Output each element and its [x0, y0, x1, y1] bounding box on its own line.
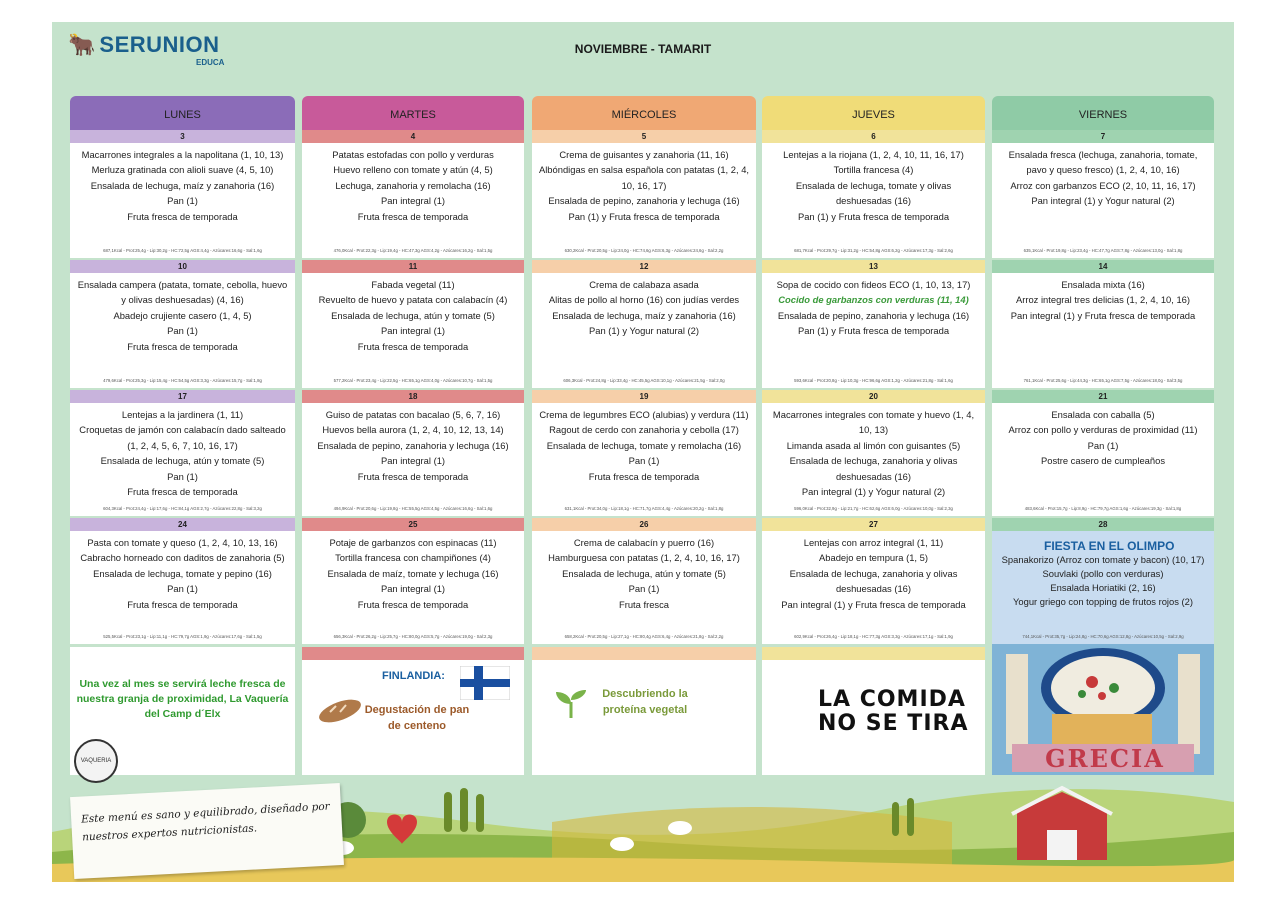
menu-items: [70, 273, 295, 354]
menu-items: [762, 403, 985, 499]
menu-item: Pan integral (1) y Fruta fresca de temporada: [1010, 309, 1196, 321]
menu-item: Pan (1) y Fruta fresca de temporada: [568, 210, 720, 222]
nutrition-info: 631,1Kcal - Prot:34,0g - Lip:18,1g - HC:71,7g AGS:4,4g - Azúcares:20,2g - Sal:1,8g: [564, 506, 724, 511]
menu-items: [762, 143, 985, 224]
menu-items: [70, 531, 295, 612]
menu-item: Fruta fresca de temporada: [127, 210, 238, 222]
day-cell-lunes: [70, 130, 295, 258]
menu-item: Patatas estofadas con pollo y verduras: [332, 149, 494, 160]
menu-item: Ensalada de lechuga, zanahoria y olivas deshuesadas (16): [789, 567, 958, 595]
day-cell-viernes: [992, 130, 1214, 258]
menu-item: Postre casero de cumpleaños: [1040, 455, 1166, 467]
menu-item: Fruta fresca de temporada: [127, 598, 238, 610]
menu-item: Pan integral (1) y Yogur natural (2): [801, 486, 946, 498]
menu-items: [302, 531, 524, 612]
menu-item: Pan integral (1): [380, 325, 446, 337]
day-cell-lunes: [70, 518, 295, 644]
menu-item: Fruta fresca de temporada: [357, 598, 469, 610]
menu-item: Pasta con tomate y queso (1, 2, 4, 10, 13, 16): [87, 537, 278, 548]
menu-items: [302, 143, 524, 224]
day-cell-viernes: [992, 518, 1214, 644]
brand-name: SERUNION: [99, 32, 220, 57]
miercoles-bottom-bar: [532, 647, 756, 660]
menu-items: [532, 143, 756, 224]
menu-item: Crema de calabacín y puerro (16): [573, 537, 715, 548]
nutrition-info: 483,6Kcal - Prot:15,7g - Lip:8,9g - HC:79,7g AGS:1,6g - Azúcares:19,3g - Sal:1,8g: [1024, 506, 1182, 511]
nutrition-info: 577,2Kcal - Prot:23,4g - Lip:22,5g - HC:65,1g AGS:4,0g - Azúcares:10,7g - Sal:1,5g: [333, 378, 493, 383]
day-cell-viernes: [992, 260, 1214, 388]
page-title: NOVIEMBRE - TAMARIT: [574, 42, 712, 56]
menu-item: Revuelto de huevo y patata con calabacín (4): [318, 294, 508, 306]
vaqueria-logo: VAQUERIA: [74, 739, 118, 783]
nutrition-info: 681,7Kcal - Prot:29,7g - Lip:31,2g - HC:54,8g AGS:6,2g - Azúcares:17,3g - Sal:2,6g: [794, 248, 953, 253]
menu-item: Ensalada de lechuga, atún y tomate (5): [562, 567, 726, 579]
menu-item: Tortilla francesa con champiñones (4): [335, 552, 491, 564]
day-number: 4: [302, 130, 524, 143]
menu-item: Fruta fresca de temporada: [127, 340, 238, 352]
menu-item: Macarrones integrales con tomate y huevo (1, 4, 10, 13): [772, 409, 975, 436]
menu-items: [302, 403, 524, 484]
menu-item: Alitas de pollo al horno (16) con judías verdes: [548, 294, 740, 306]
menu-item: Pan integral (1) y Fruta fresca de temporada: [781, 598, 966, 610]
menu-item: Tortilla francesa (4): [833, 164, 914, 176]
vegetal-cell: [532, 660, 756, 775]
menu-items: [762, 531, 985, 612]
menu-item: Ragout de cerdo con zanahoria y cebolla (17): [549, 424, 739, 436]
nutrition-info: 604,3Kcal - Prot:24,4g - Lip:17,6g - HC:84,1g AGS:2,7g - Azúcares:22,8g - Sal:3,2g: [103, 506, 262, 511]
menu-item: Lentejas con arroz integral (1, 11): [803, 537, 944, 548]
menu-items: [70, 143, 295, 224]
menu-item: Pan (1) y Yogur natural (2): [589, 325, 699, 337]
day-number: 26: [532, 518, 756, 531]
menu-sheet: [52, 22, 1234, 882]
menu-item: Ensalada de lechuga, atún y tomate (5): [100, 455, 265, 467]
nutrition-info: 593,6Kcal - Prot:20,8g - Lip:10,3g - HC:96,6g AGS:1,2g - Azúcares:21,8g - Sal:1,6g: [794, 378, 953, 383]
nutrition-info: 476,0Kcal - Prot:22,3g - Lip:19,4g - HC:47,3g AGS:4,2g - Azúcares:16,2g - Sal:1,5g: [333, 248, 493, 253]
nutrition-info: 596,0Kcal - Prot:32,9g - Lip:21,7g - HC:62,6g AGS:6,0g - Azúcares:10,0g - Sal:2,3g: [794, 506, 953, 511]
menu-item: Pan (1): [167, 470, 198, 482]
menu-item: Ensalada de lechuga, atún y tomate (5): [331, 309, 495, 321]
day-cell-miercoles: [532, 260, 756, 388]
day-number: 27: [762, 518, 985, 531]
nutrition-info: 494,9Kcal - Prot:20,6g - Lip:19,8g - HC:55,5g AGS:4,5g - Azúcares:16,6g - Sal:1,6g: [333, 506, 493, 511]
menu-item: Huevos bella aurora (1, 2, 4, 10, 12, 13, 14): [322, 424, 504, 436]
menu-items: [532, 531, 756, 612]
menu-items: [992, 143, 1214, 209]
nutrition-info: 606,3Kcal - Prot:24,8g - Lip:33,4g - HC:45,5g AGS:10,1g - Azúcares:21,5g - Sal:2,0g: [563, 378, 725, 383]
menu-item: Ensalada de pepino, zanahoria y lechuga (16): [317, 439, 509, 451]
menu-items: [70, 403, 295, 499]
menu-item: Albóndigas en salsa española con patatas (1, 2, 4, 10, 16, 17): [538, 164, 750, 191]
menu-item: Pan integral (1): [380, 195, 446, 207]
menu-item: Lentejas a la jardinera (1, 11): [121, 409, 244, 420]
finland-cell: [302, 660, 524, 775]
day-number: 19: [532, 390, 756, 403]
day-number: 12: [532, 260, 756, 273]
menu-items: [992, 273, 1214, 323]
day-number: 10: [70, 260, 295, 273]
menu-item: Cabracho horneado con daditos de zanahoria (5): [80, 552, 285, 564]
menu-item: Pan (1): [167, 325, 198, 337]
day-cell-miercoles: [532, 518, 756, 644]
day-cell-jueves: [762, 260, 985, 388]
menu-item: Merluza gratinada con alioli suave (4, 5, 10): [91, 164, 274, 176]
day-number: 17: [70, 390, 295, 403]
menu-item: Fruta fresca de temporada: [588, 470, 700, 482]
nutrition-info: 479,6Kcal - Prot:25,3g - Lip:15,4g - HC:54,5g AGS:3,3g - Azúcares:15,7g - Sal:1,8g: [103, 378, 262, 383]
day-cell-martes: [302, 260, 524, 388]
day-cell-martes: [302, 518, 524, 644]
day-cell-martes: [302, 130, 524, 258]
menu-item: Pan (1): [1087, 439, 1119, 451]
martes-bottom-bar: [302, 647, 524, 660]
day-number: 20: [762, 390, 985, 403]
menu-item: Ensalada de lechuga, tomate y remolacha (16): [546, 439, 742, 451]
menu-items: [532, 273, 756, 339]
menu-item: Ensalada mixta (16): [1061, 279, 1145, 290]
menu-item: Fruta fresca: [618, 598, 669, 610]
menu-item: Cocido de garbanzos con verduras (11, 14): [778, 294, 969, 306]
finland-flag-icon: [460, 666, 510, 700]
nutrition-note: Este menú es sano y equilibrado, diseñado por nuestros expertos nutricionistas.: [70, 783, 344, 879]
bull-icon: 🐂: [68, 32, 96, 57]
nutrition-info: 658,2Kcal - Prot:20,5g - Lip:27,1g - HC:80,4g AGS:6,4g - Azúcares:21,8g - Sal:2,2g: [564, 634, 724, 639]
day-number: 25: [302, 518, 524, 531]
menu-item: Guiso de patatas con bacalao (5, 6, 7, 16): [325, 409, 501, 420]
menu-item: Hamburguesa con patatas (1, 2, 4, 10, 16, 17): [548, 552, 740, 564]
nutrition-info: 525,5Kcal - Prot:23,1g - Lip:11,1g - HC:79,7g AGS:1,9g - Azúcares:17,6g - Sal:1,5g: [103, 634, 262, 639]
menu-item: Ensalada de lechuga, maíz y zanahoria (16): [552, 309, 736, 321]
fiesta-title: FIESTA EN EL OLIMPO: [1044, 539, 1175, 553]
day-header-miercoles: MIÉRCOLES: [532, 96, 756, 130]
day-cell-miercoles: [532, 390, 756, 516]
menu-item: Ensalada de lechuga, maíz y zanahoria (16): [90, 179, 275, 191]
day-number: 3: [70, 130, 295, 143]
menu-items: [992, 553, 1214, 609]
finland-text: Degustación de pan de centeno: [364, 704, 470, 732]
menu-item: Pan integral (1): [380, 455, 446, 467]
menu-item: Abadejo crujiente casero (1, 4, 5): [113, 309, 252, 321]
menu-item: Yogur griego con topping de frutos rojos (2): [1013, 596, 1193, 607]
day-number: 5: [532, 130, 756, 143]
menu-item: Sopa de cocido con fideos ECO (1, 10, 13, 17): [776, 279, 971, 290]
comida-cell: [762, 660, 985, 775]
menu-item: Ensalada de maíz, tomate y lechuga (16): [327, 567, 499, 579]
day-number: 24: [70, 518, 295, 531]
menu-item: Fruta fresca de temporada: [127, 486, 238, 498]
grecia-label: GRECIA: [1045, 744, 1165, 773]
comida-logo: LA COMIDA NO SE TIRA: [818, 687, 969, 736]
nutrition-info: 630,2Kcal - Prot:20,5g - Lip:24,0g - HC:74,6g AGS:6,3g - Azúcares:24,6g - Sal:2,2g: [564, 248, 724, 253]
menu-item: Arroz integral tres delicias (1, 2, 4, 10, 16): [1015, 294, 1191, 306]
menu-item: Ensalada con caballa (5): [1051, 409, 1155, 420]
day-header-martes: MARTES: [302, 96, 524, 130]
day-header-viernes: VIERNES: [992, 96, 1214, 130]
day-number: 11: [302, 260, 524, 273]
menu-item: Ensalada de pepino, zanahoria y lechuga (16): [777, 309, 970, 321]
day-header-jueves: JUEVES: [762, 96, 985, 130]
day-cell-martes: [302, 390, 524, 516]
day-number: 7: [992, 130, 1214, 143]
menu-items: [992, 403, 1214, 469]
menu-item: Pan (1): [628, 583, 660, 595]
finland-title: FINLANDIA:: [382, 670, 445, 682]
day-number: 14: [992, 260, 1214, 273]
milk-note-cell: [70, 647, 295, 775]
nutrition-info: 635,1Kcal - Prot:19,8g - Lip:23,4g - HC:47,7g AGS:7,8g - Azúcares:13,0g - Sal:1,8g: [1023, 248, 1183, 253]
menu-item: Spanakorizo (Arroz con tomate y bacon) (10, 17): [1001, 554, 1205, 565]
day-cell-miercoles: [532, 130, 756, 258]
day-cell-lunes: [70, 390, 295, 516]
menu-item: Lentejas a la riojana (1, 2, 4, 10, 11, 16, 17): [783, 149, 964, 160]
menu-item: Croquetas de jamón con calabacín dado salteado (1, 2, 4, 5, 6, 7, 10, 16, 17): [79, 424, 286, 451]
menu-items: [302, 273, 524, 354]
menu-item: Ensalada de lechuga, tomate y olivas deshuesadas (16): [795, 179, 952, 207]
menu-item: Pan (1) y Fruta fresca de temporada: [797, 210, 950, 222]
menu-item: Fabada vegetal (11): [371, 279, 455, 290]
day-number: 28: [992, 518, 1214, 531]
day-number: 6: [762, 130, 985, 143]
menu-item: Ensalada de pepino, zanahoria y lechuga (16): [548, 195, 740, 207]
menu-item: Fruta fresca de temporada: [357, 340, 469, 352]
sprout-icon: [554, 688, 588, 718]
brand-sub: EDUCA: [196, 58, 225, 67]
menu-item: Pan (1) y Fruta fresca de temporada: [797, 325, 950, 337]
menu-item: Arroz con garbanzos ECO (2, 10, 11, 16, 17): [1010, 179, 1196, 191]
greece-image: [992, 644, 1214, 775]
nutrition-info: 687,1Kcal - Prot:25,4g - Lip:30,2g - HC:72,5g AGS:4,4g - Azúcares:16,6g - Sal:1,6g: [103, 248, 262, 253]
vegetal-text: Descubriendo la proteína vegetal: [602, 688, 688, 716]
menu-item: Fruta fresca de temporada: [357, 470, 469, 482]
nutrition-info: 761,1Kcal - Prot:25,6g - Lip:44,3g - HC:65,1g AGS:7,5g - Azúcares:18,0g - Sal:3,5g: [1023, 378, 1183, 383]
menu-item: Pan integral (1) y Yogur natural (2): [1031, 195, 1175, 207]
menu-item: Fruta fresca de temporada: [357, 210, 469, 222]
nutrition-info: 602,9Kcal - Prot:26,4g - Lip:18,1g - HC:77,3g AGS:3,3g - Azúcares:17,1g - Sal:1,9g: [794, 634, 953, 639]
menu-items: [532, 403, 756, 484]
jueves-bottom-bar: [762, 647, 985, 660]
day-number: 21: [992, 390, 1214, 403]
day-header-lunes: LUNES: [70, 96, 295, 130]
bread-icon: [316, 696, 364, 726]
day-cell-jueves: [762, 390, 985, 516]
menu-item: Crema de legumbres ECO (alubias) y verdura (11): [539, 409, 749, 420]
nutrition-info: 744,1Kcal - Prot:35,7g - Lip:24,8g - HC:70,6g AGS:12,8g - Azúcares:10,5g - Sal:2,9g: [1022, 634, 1184, 639]
menu-item: Ensalada de lechuga, tomate y pepino (16): [93, 567, 272, 579]
menu-item: Ensalada de lechuga, zanahoria y olivas deshuesadas (16): [789, 455, 958, 482]
menu-item: Crema de guisantes y zanahoria (11, 16): [559, 149, 729, 160]
menu-item: Huevo relleno con tomate y atún (4, 5): [333, 164, 493, 176]
menu-item: Arroz con pollo y verduras de proximidad (11): [1008, 424, 1198, 436]
menu-item: Ensalada Horiatiki (2, 16): [1050, 582, 1156, 593]
day-cell-jueves: [762, 518, 985, 644]
menu-item: Pan integral (1): [380, 583, 446, 595]
menu-item: Ensalada campera (patata, tomate, cebolla, huevo y olivas deshuesadas) (4, 16): [77, 279, 288, 306]
menu-item: Abadejo en tempura (1, 5): [819, 552, 928, 564]
menu-item: Pan (1): [167, 583, 198, 595]
menu-item: Potaje de garbanzos con espinacas (11): [329, 537, 497, 548]
menu-item: Crema de calabaza asada: [589, 279, 699, 290]
menu-item: Pan (1): [628, 455, 660, 467]
menu-item: Lechuga, zanahoria y remolacha (16): [335, 179, 491, 191]
menu-items: [762, 273, 985, 339]
menu-item: Ensalada fresca (lechuga, zanahoria, tomate, pavo y queso fresco) (1, 2, 4, 10, 16): [1008, 149, 1198, 176]
day-cell-lunes: [70, 260, 295, 388]
day-cell-viernes: [992, 390, 1214, 516]
milk-note: Una vez al mes se servirá leche fresca de nuestra granja de proximidad, La Vaquería del Camp d´Elx: [76, 678, 289, 720]
day-cell-jueves: [762, 130, 985, 258]
nutrition-info: 656,3Kcal - Prot:26,2g - Lip:25,7g - HC:80,0g AGS:5,7g - Azúcares:19,0g - Sal:2,3g: [333, 634, 493, 639]
day-number: 18: [302, 390, 524, 403]
menu-item: Limanda asada al limón con guisantes (5): [786, 439, 961, 451]
menu-item: Souvlaki (pollo con verduras): [1042, 568, 1164, 579]
menu-item: Pan (1): [167, 195, 198, 207]
menu-item: Macarrones integrales a la napolitana (1, 10, 13): [81, 149, 284, 160]
day-number: 13: [762, 260, 985, 273]
